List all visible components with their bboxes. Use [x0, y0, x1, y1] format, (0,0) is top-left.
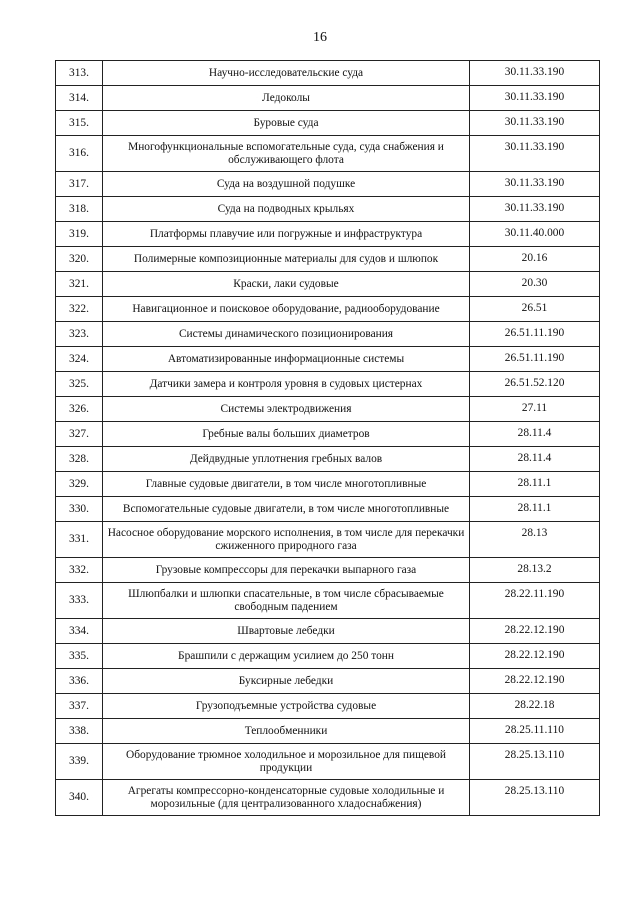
okpd-code: 30.11.33.190 [470, 61, 600, 86]
table-row [56, 744, 600, 780]
product-name: Насосное оборудование морского исполнения, в том числе для перекачки сжиженного природного газа [103, 522, 470, 558]
table-row [56, 111, 600, 136]
okpd-code: 28.11.1 [470, 472, 600, 497]
row-number: 320. [56, 247, 103, 272]
row-number: 338. [56, 719, 103, 744]
row-number: 332. [56, 558, 103, 583]
product-name: Системы динамического позиционирования [103, 322, 470, 347]
table-row [56, 694, 600, 719]
product-name: Дейдвудные уплотнения гребных валов [103, 447, 470, 472]
row-number: 335. [56, 644, 103, 669]
product-name: Оборудование трюмное холодильное и морозильное для пищевой продукции [103, 744, 470, 780]
row-number: 319. [56, 222, 103, 247]
okpd-code: 20.30 [470, 272, 600, 297]
product-name: Гребные валы больших диаметров [103, 422, 470, 447]
product-name: Грузоподъемные устройства судовые [103, 694, 470, 719]
table-row [56, 397, 600, 422]
table-row [56, 619, 600, 644]
goods-table [55, 60, 600, 816]
okpd-code: 28.13.2 [470, 558, 600, 583]
row-number: 340. [56, 780, 103, 816]
okpd-code: 26.51 [470, 297, 600, 322]
table-row [56, 222, 600, 247]
table-row [56, 322, 600, 347]
row-number: 333. [56, 583, 103, 619]
product-name: Многофункциональные вспомогательные суда, суда снабжения и обслуживающего флота [103, 136, 470, 172]
product-name: Буксирные лебедки [103, 669, 470, 694]
table-row [56, 136, 600, 172]
product-name: Научно-исследовательские суда [103, 61, 470, 86]
okpd-code: 28.22.11.190 [470, 583, 600, 619]
row-number: 327. [56, 422, 103, 447]
row-number: 330. [56, 497, 103, 522]
table-row [56, 780, 600, 816]
table-row [56, 86, 600, 111]
product-name: Агрегаты компрессорно-конденсаторные судовые холодильные и морозильные (для централизованного хладоснабжения) [103, 780, 470, 816]
okpd-code: 28.22.12.190 [470, 669, 600, 694]
row-number: 316. [56, 136, 103, 172]
row-number: 321. [56, 272, 103, 297]
table-row [56, 172, 600, 197]
product-name: Главные судовые двигатели, в том числе многотопливные [103, 472, 470, 497]
table-row [56, 372, 600, 397]
row-number: 334. [56, 619, 103, 644]
okpd-code: 26.51.11.190 [470, 322, 600, 347]
row-number: 318. [56, 197, 103, 222]
table-row [56, 522, 600, 558]
page-number: 16 [313, 30, 327, 45]
okpd-code: 20.16 [470, 247, 600, 272]
okpd-code: 28.13 [470, 522, 600, 558]
product-name: Вспомогательные судовые двигатели, в том числе многотопливные [103, 497, 470, 522]
row-number: 331. [56, 522, 103, 558]
row-number: 326. [56, 397, 103, 422]
row-number: 323. [56, 322, 103, 347]
product-name: Суда на подводных крыльях [103, 197, 470, 222]
table-row [56, 669, 600, 694]
table-row [56, 247, 600, 272]
okpd-code: 28.22.18 [470, 694, 600, 719]
product-name: Буровые суда [103, 111, 470, 136]
table-row [56, 197, 600, 222]
product-name: Шлюпбалки и шлюпки спасательные, в том числе сбрасываемые свободным падением [103, 583, 470, 619]
goods-table-body [56, 61, 600, 816]
row-number: 324. [56, 347, 103, 372]
row-number: 325. [56, 372, 103, 397]
okpd-code: 28.11.1 [470, 497, 600, 522]
okpd-code: 26.51.11.190 [470, 347, 600, 372]
product-name: Полимерные композиционные материалы для судов и шлюпок [103, 247, 470, 272]
row-number: 313. [56, 61, 103, 86]
okpd-code: 28.11.4 [470, 447, 600, 472]
okpd-code: 30.11.33.190 [470, 197, 600, 222]
table-row [56, 719, 600, 744]
table-row [56, 558, 600, 583]
table-row [56, 447, 600, 472]
okpd-code: 28.25.13.110 [470, 780, 600, 816]
row-number: 329. [56, 472, 103, 497]
okpd-code: 26.51.52.120 [470, 372, 600, 397]
okpd-code: 30.11.33.190 [470, 86, 600, 111]
table-row [56, 644, 600, 669]
product-name: Краски, лаки судовые [103, 272, 470, 297]
okpd-code: 28.25.13.110 [470, 744, 600, 780]
row-number: 315. [56, 111, 103, 136]
okpd-code: 30.11.40.000 [470, 222, 600, 247]
okpd-code: 28.22.12.190 [470, 644, 600, 669]
product-name: Автоматизированные информационные системы [103, 347, 470, 372]
product-name: Ледоколы [103, 86, 470, 111]
table-row [56, 422, 600, 447]
table-row [56, 297, 600, 322]
table-row [56, 472, 600, 497]
table-row [56, 272, 600, 297]
product-name: Системы электродвижения [103, 397, 470, 422]
okpd-code: 30.11.33.190 [470, 136, 600, 172]
okpd-code: 28.11.4 [470, 422, 600, 447]
row-number: 314. [56, 86, 103, 111]
okpd-code: 27.11 [470, 397, 600, 422]
table-row [56, 583, 600, 619]
row-number: 337. [56, 694, 103, 719]
row-number: 339. [56, 744, 103, 780]
okpd-code: 28.25.11.110 [470, 719, 600, 744]
product-name: Навигационное и поисковое оборудование, радиооборудование [103, 297, 470, 322]
table-row [56, 497, 600, 522]
product-name: Грузовые компрессоры для перекачки выпарного газа [103, 558, 470, 583]
row-number: 322. [56, 297, 103, 322]
product-name: Швартовые лебедки [103, 619, 470, 644]
okpd-code: 30.11.33.190 [470, 111, 600, 136]
row-number: 328. [56, 447, 103, 472]
product-name: Датчики замера и контроля уровня в судовых цистернах [103, 372, 470, 397]
okpd-code: 28.22.12.190 [470, 619, 600, 644]
product-name: Брашпили с держащим усилием до 250 тонн [103, 644, 470, 669]
okpd-code: 30.11.33.190 [470, 172, 600, 197]
table-row [56, 61, 600, 86]
product-name: Теплообменники [103, 719, 470, 744]
row-number: 336. [56, 669, 103, 694]
row-number: 317. [56, 172, 103, 197]
product-name: Суда на воздушной подушке [103, 172, 470, 197]
table-row [56, 347, 600, 372]
product-name: Платформы плавучие или погружные и инфраструктура [103, 222, 470, 247]
